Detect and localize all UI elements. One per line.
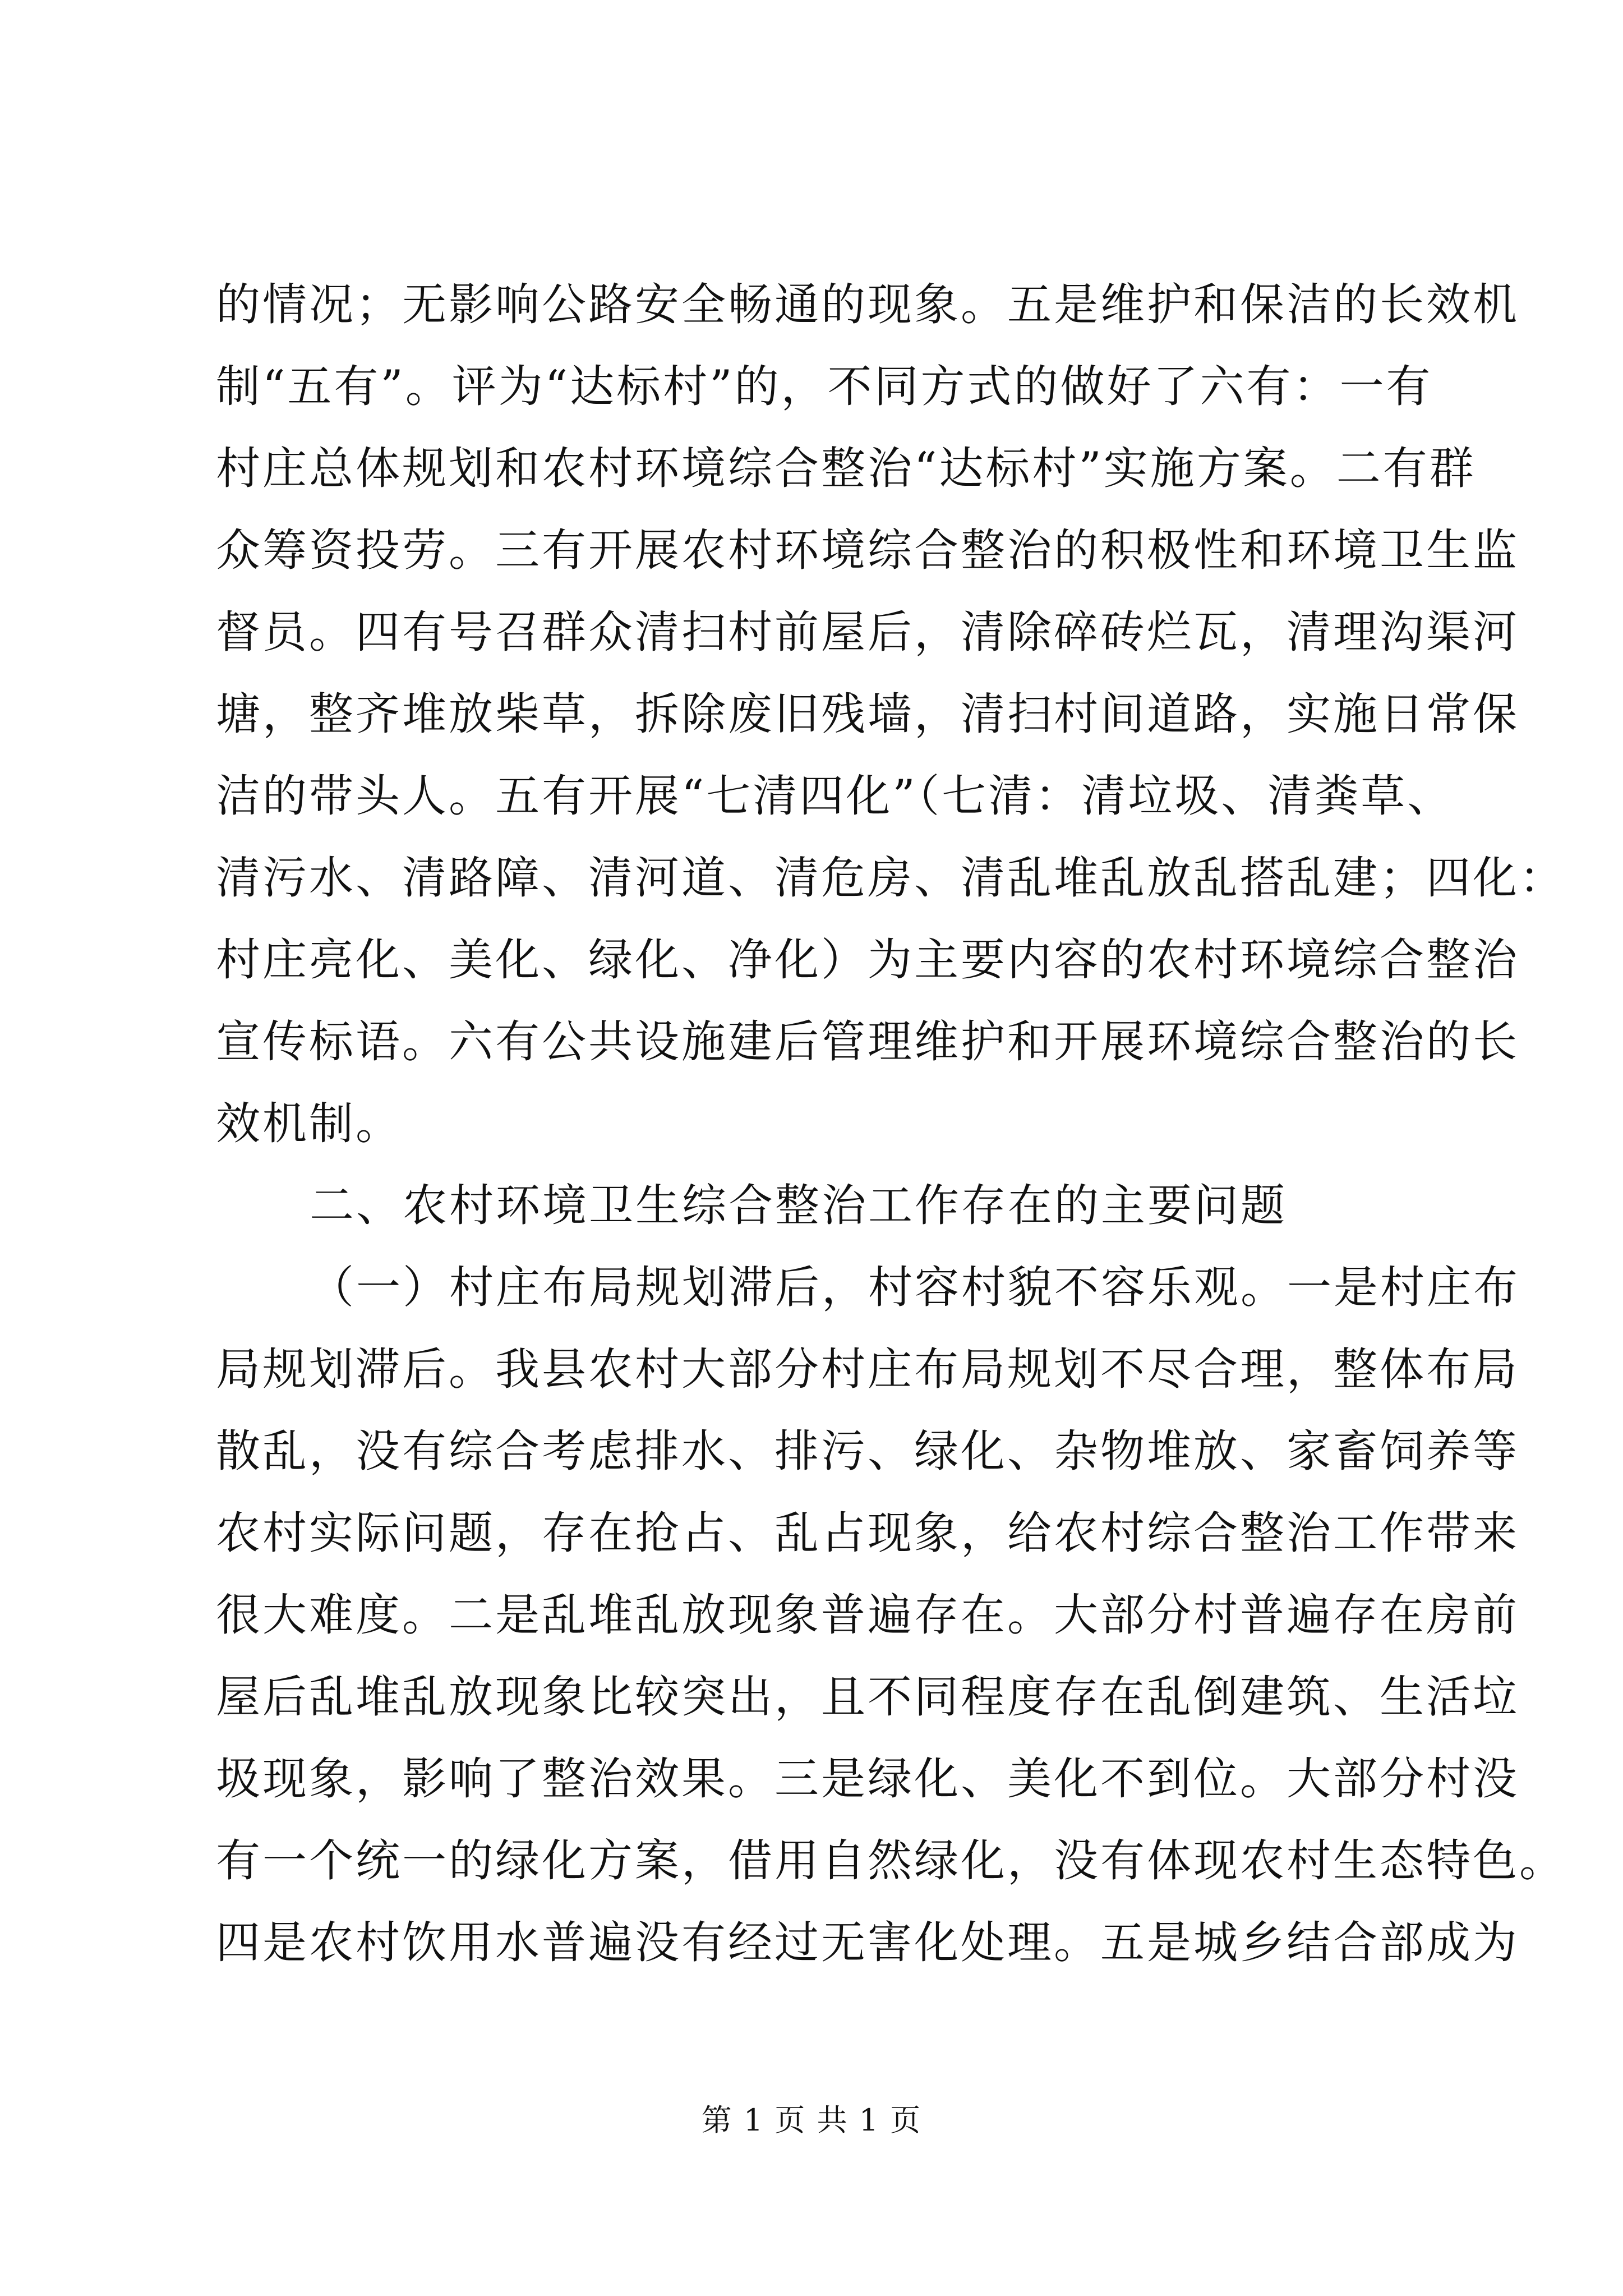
document-body [216, 264, 1566, 1984]
body-line: 督员。四有号召群众清扫村前屋后，清除碎砖烂瓦，清理沟渠河 [216, 606, 1519, 658]
body-line: 清污水、清路障、清河道、清危房、清乱堆乱放乱搭乱建；四化： [216, 852, 1566, 904]
body-line: 农村实际问题，存在抢占、乱占现象，给农村综合整治工作带来 [216, 1507, 1519, 1559]
body-line: 洁的带头人。五有开展“七清四化”（七清：清垃圾、清粪草、 [216, 770, 1454, 822]
body-line: 宣传标语。六有公共设施建后管理维护和开展环境综合整治的长 [216, 1016, 1519, 1068]
body-line: 四是农村饮用水普遍没有经过无害化处理。五是城乡结合部成为 [216, 1917, 1519, 1968]
section-heading: 二、农村环境卫生综合整治工作存在的主要问题 [310, 1180, 1287, 1231]
body-line: 很大难度。二是乱堆乱放现象普遍存在。大部分村普遍存在房前 [216, 1589, 1519, 1641]
body-line: 的情况；无影响公路安全畅通的现象。五是维护和保洁的长效机 [216, 279, 1519, 330]
body-line: 塘，整齐堆放柴草，拆除废旧残墙，清扫村间道路，实施日常保 [216, 688, 1519, 740]
body-line: 屋后乱堆乱放现象比较突出，且不同程度存在乱倒建筑、生活垃 [216, 1671, 1519, 1723]
body-line: 众筹资投劳。三有开展农村环境综合整治的积极性和环境卫生监 [216, 524, 1519, 576]
body-line: 村庄亮化、美化、绿化、净化）为主要内容的农村环境综合整治 [216, 934, 1519, 986]
body-line: 村庄总体规划和农村环境综合整治“达标村”实施方案。二有群 [216, 443, 1476, 494]
page-number-footer: 第 1 页 共 1 页 [701, 2102, 922, 2138]
body-line: 散乱，没有综合考虑排水、排污、绿化、杂物堆放、家畜饲养等 [216, 1425, 1519, 1477]
body-line: 有一个统一的绿化方案，借用自然绿化，没有体现农村生态特色。 [216, 1835, 1566, 1887]
body-line: 圾现象，影响了整治效果。三是绿化、美化不到位。大部分村没 [216, 1753, 1519, 1805]
subsection-first-line: （一）村庄布局规划滞后，村容村貌不容乐观。一是村庄布 [310, 1262, 1520, 1313]
body-line: 效机制。 [216, 1098, 402, 1149]
body-line: 制“五有”。评为“达标村”的，不同方式的做好了六有：一有 [216, 361, 1433, 412]
body-line: 局规划滞后。我县农村大部分村庄布局规划不尽合理，整体布局 [216, 1343, 1519, 1395]
